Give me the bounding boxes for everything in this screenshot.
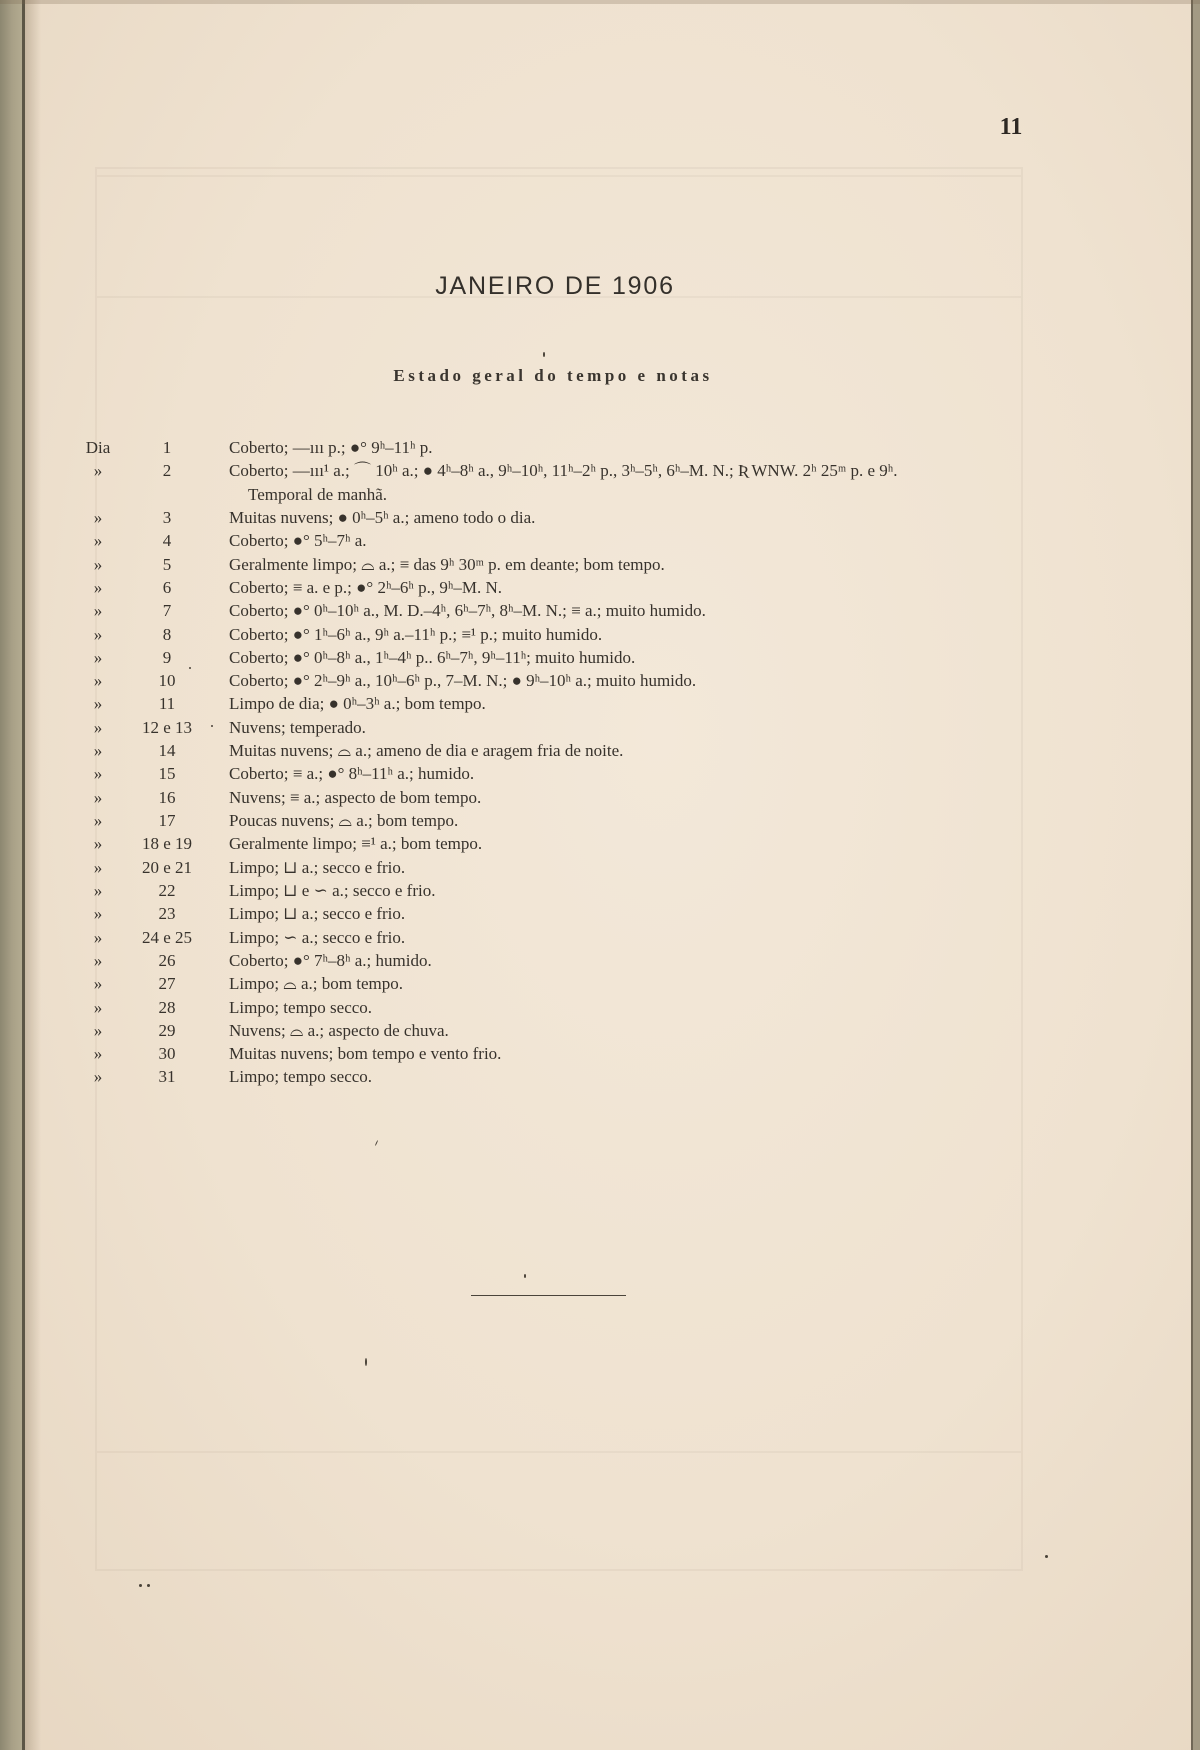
weather-note: Coberto; ≡ a. e p.; ●° 2ʰ–6ʰ p., 9ʰ–M. N. [229, 577, 502, 597]
scan-speck [211, 725, 213, 727]
row-label: » [93, 764, 103, 784]
weather-note: Coberto; ●° 5ʰ–7ʰ a. [229, 531, 367, 551]
day-number: 29 [158, 1020, 176, 1040]
day-number: 26 [158, 950, 176, 970]
weather-note: Muitas nuvens; ⌓ a.; ameno de dia e aragem fria de noite. [229, 741, 624, 761]
row-label: » [93, 997, 103, 1017]
weather-note: Coberto; ≡ a.; ●° 8ʰ–11ʰ a.; humido. [229, 764, 475, 784]
day-number: 16 [158, 787, 176, 807]
row-label: » [93, 507, 103, 527]
weather-note: Coberto; ●° 2ʰ–9ʰ a., 10ʰ–6ʰ p., 7–M. N.; ● 9ʰ–10ʰ a.; muito humido. [229, 671, 697, 691]
row-label: » [93, 461, 103, 481]
row-label: » [93, 857, 103, 877]
row-label: » [93, 531, 103, 551]
day-number: 17 [158, 811, 176, 830]
weather-note: Geralmente limpo; ⌓ a.; ≡ das 9ʰ 30ᵐ p. em deante; bom tempo. [229, 554, 665, 574]
weather-note: Poucas nuvens; ⌓ a.; bom tempo. [229, 811, 459, 830]
row-label: » [93, 601, 103, 621]
day-number: 9 [162, 647, 172, 667]
weather-note: Limpo; ∽ a.; secco e frio. [229, 927, 406, 947]
day-number: 6 [162, 577, 172, 597]
row-label: » [93, 1020, 103, 1040]
weather-note: Limpo; tempo secco. [229, 997, 373, 1017]
day-row [0, 926, 1200, 949]
day-row [0, 436, 1200, 459]
weather-note: Muitas nuvens; bom tempo e vento frio. [229, 1044, 502, 1064]
day-row [0, 902, 1200, 925]
weather-note: Nuvens; ⌓ a.; aspecto de chuva. [229, 1020, 449, 1040]
scan-speck [139, 1584, 142, 1587]
end-rule [471, 1295, 626, 1296]
weather-notes-table [0, 436, 1200, 1089]
day-number: 18 e 19 [141, 834, 193, 854]
weather-note: Coberto; ●° 7ʰ–8ʰ a.; humido. [229, 950, 432, 970]
day-number: 22 [158, 880, 176, 900]
scan-speck [365, 1358, 367, 1366]
weather-note: Coberto; —ııı p.; ●° 9ʰ–11ʰ p. [229, 438, 433, 457]
row-label: » [93, 927, 103, 947]
day-row [0, 1042, 1200, 1065]
show-through-line [97, 175, 1021, 177]
day-number: 7 [162, 601, 172, 621]
weather-note: Coberto; ●° 0ʰ–8ʰ a., 1ʰ–4ʰ p.. 6ʰ–7ʰ, 9ʰ–11ʰ; muito humido. [229, 647, 636, 667]
day-number: 28 [158, 997, 176, 1017]
row-label: » [93, 1067, 103, 1087]
scan-speck [543, 352, 545, 357]
row-label: » [93, 717, 103, 737]
day-number: 15 [158, 764, 176, 784]
row-label: » [93, 1044, 103, 1064]
row-label: » [93, 577, 103, 597]
day-row [0, 1019, 1200, 1042]
row-label: » [93, 624, 103, 644]
row-label: » [93, 834, 103, 854]
day-row [0, 716, 1200, 739]
day-number: 12 e 13 [141, 717, 193, 737]
weather-note: Muitas nuvens; ● 0ʰ–5ʰ a.; ameno todo o dia. [229, 507, 536, 527]
weather-note: Limpo; ⊔ a.; secco e frio. [229, 857, 406, 877]
row-label: » [93, 694, 103, 714]
day-row [0, 1065, 1200, 1088]
weather-note: Limpo; ⌓ a.; bom tempo. [229, 974, 403, 994]
weather-note: Coberto; ●° 0ʰ–10ʰ a., M. D.–4ʰ, 6ʰ–7ʰ, 8ʰ–M. N.; ≡ a.; muito humido. [229, 601, 706, 621]
weather-note: Coberto; —ııı¹ a.; ⌒ 10ʰ a.; ● 4ʰ–8ʰ a., 9ʰ–10ʰ, 11ʰ–2ʰ p., 3ʰ–5ʰ, 6ʰ–M. N.; Ʀ WNW. 2ʰ 25ᵐ p. e 9ʰ. [229, 461, 898, 481]
day-row [0, 996, 1200, 1019]
day-row [0, 809, 1200, 832]
page-title: JANEIRO DE 1906 [435, 272, 675, 300]
day-row [0, 599, 1200, 622]
day-row [0, 646, 1200, 669]
day-number: 31 [158, 1067, 176, 1087]
weather-note: Limpo de dia; ● 0ʰ–3ʰ a.; bom tempo. [229, 694, 486, 714]
day-row [0, 786, 1200, 809]
page-number: 11 [999, 114, 1023, 140]
weather-note: Geralmente limpo; ≡¹ a.; bom tempo. [229, 834, 483, 854]
weather-note-continuation: Temporal de manhã. [248, 484, 388, 504]
day-row [0, 529, 1200, 552]
row-label: Dia [85, 438, 111, 457]
page-top-edge [0, 0, 1200, 4]
day-row [0, 762, 1200, 785]
row-label: » [93, 671, 103, 691]
day-row-continuation [0, 483, 1200, 506]
day-number: 11 [158, 694, 176, 714]
day-number: 1 [162, 438, 172, 457]
day-row [0, 832, 1200, 855]
day-number: 2 [162, 461, 172, 481]
day-number: 3 [162, 507, 172, 527]
row-label: » [93, 904, 103, 924]
day-number: 27 [158, 974, 176, 994]
row-label: » [93, 787, 103, 807]
day-number: 10 [158, 671, 176, 691]
scan-speck [147, 1584, 150, 1587]
row-label: » [93, 950, 103, 970]
weather-note: Limpo; ⊔ e ∽ a.; secco e frio. [229, 880, 436, 900]
day-row [0, 739, 1200, 762]
day-number: 23 [158, 904, 176, 924]
row-label: » [93, 554, 103, 574]
day-row [0, 576, 1200, 599]
row-label: » [93, 647, 103, 667]
row-label: » [93, 741, 103, 761]
day-row [0, 879, 1200, 902]
day-row [0, 949, 1200, 972]
day-number: 5 [162, 554, 172, 574]
scan-speck [524, 1274, 526, 1278]
day-row [0, 506, 1200, 529]
weather-note: Nuvens; temperado. [229, 717, 366, 737]
day-row [0, 623, 1200, 646]
page-subtitle: Estado geral do tempo e notas [393, 366, 713, 385]
day-row [0, 856, 1200, 879]
scan-speck [1045, 1555, 1048, 1558]
day-row [0, 459, 1200, 482]
day-number: 20 e 21 [141, 857, 193, 877]
weather-note: Limpo; ⊔ a.; secco e frio. [229, 904, 406, 924]
weather-note: Coberto; ●° 1ʰ–6ʰ a., 9ʰ a.–11ʰ p.; ≡¹ p.; muito humido. [229, 624, 603, 644]
weather-note: Limpo; tempo secco. [229, 1067, 373, 1087]
row-label: » [93, 974, 103, 994]
day-number: 4 [162, 531, 172, 551]
row-label: » [93, 880, 103, 900]
weather-note: Nuvens; ≡ a.; aspecto de bom tempo. [229, 787, 482, 807]
day-number: 8 [162, 624, 172, 644]
show-through-line [97, 1451, 1021, 1453]
day-row [0, 553, 1200, 576]
day-number: 14 [158, 741, 176, 761]
day-row [0, 669, 1200, 692]
day-row [0, 972, 1200, 995]
day-number: 30 [158, 1044, 176, 1064]
row-label: » [93, 811, 103, 830]
day-row [0, 692, 1200, 715]
scan-speck [189, 667, 191, 669]
day-number: 24 e 25 [141, 927, 193, 947]
